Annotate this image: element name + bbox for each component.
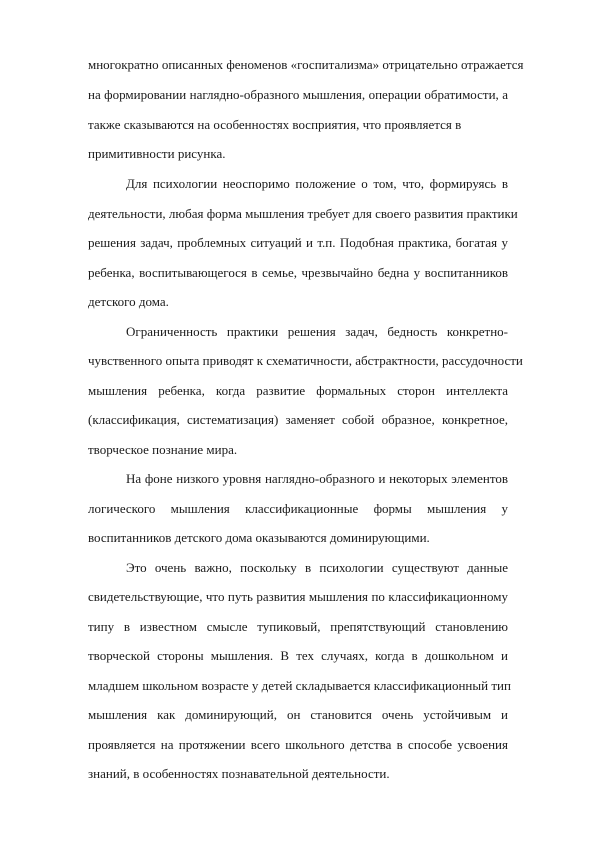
text-line: многократно описанных феноменов «госпитализма» отрицательно отражается — [88, 57, 524, 72]
text-line: мышления ребенка, когда развитие формальных сторон интеллекта — [88, 383, 508, 398]
text-line: младшем школьном возрасте у детей складывается классификационный тип — [88, 678, 511, 693]
text-line: типу в известном смысле тупиковый, препятствующий становлению — [88, 619, 508, 634]
text-line: мышления как доминирующий, он становится очень устойчивым и — [88, 707, 508, 722]
text-line: На фоне низкого уровня наглядно-образного и некоторых элементов — [126, 471, 508, 486]
text-line: творческой стороны мышления. В тех случаях, когда в дошкольном и — [88, 648, 508, 663]
text-line: на формировании наглядно-образного мышления, операции обратимости, а — [88, 87, 508, 102]
text-line: решения задач, проблемных ситуаций и т.п. Подобная практика, богатая у — [88, 235, 508, 250]
text-line: воспитанников детского дома оказываются доминирующими. — [88, 530, 430, 545]
text-line: проявляется на протяжении всего школьного детства в способе усвоения — [88, 737, 508, 752]
text-line: детского дома. — [88, 294, 169, 309]
text-line: деятельности, любая форма мышления требует для своего развития практики — [88, 206, 518, 221]
text-line: Это очень важно, поскольку в психологии существуют данные — [126, 560, 508, 575]
text-line: также сказываются на особенностях восприятия, что проявляется в — [88, 117, 462, 132]
text-line: ребенка, воспитывающегося в семье, чрезвычайно бедна у воспитанников — [88, 265, 508, 280]
text-line: свидетельствующие, что путь развития мышления по классификационному — [88, 589, 508, 604]
text-line: чувственного опыта приводят к схематичности, абстрактности, рассудочности — [88, 353, 523, 368]
text-line: Ограниченность практики решения задач, бедность конкретно- — [126, 324, 508, 339]
text-line: примитивности рисунка. — [88, 146, 226, 161]
text-line: логического мышления классификационные формы мышления у — [88, 501, 508, 516]
text-line: (классификация, систематизация) заменяет собой образное, конкретное, — [88, 412, 508, 427]
text-line: Для психологии неоспоримо положение о том, что, формируясь в — [126, 176, 508, 191]
text-line: знаний, в особенностях познавательной деятельности. — [88, 766, 390, 781]
text-line: творческое познание мира. — [88, 442, 238, 457]
